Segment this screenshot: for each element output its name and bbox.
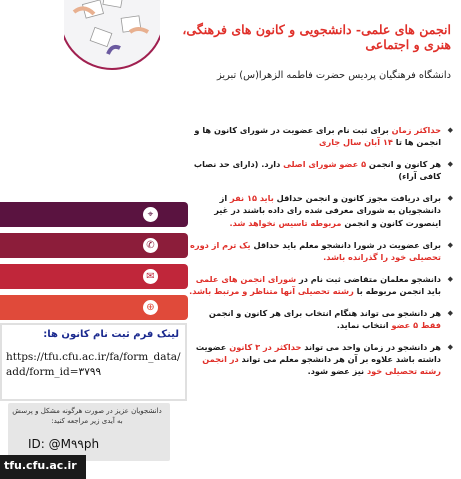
- list-item: ◆ دانشجو معلمان متقاضی ثبت نام در شورای انجمن های علمی باید انجمن مربوطه با رشته تحصیلی آنها متناظر و مرتبط باشد.: [188, 273, 453, 298]
- registration-box: [0, 323, 187, 401]
- list-item: ◆ هر کانون و انجمن ۵ عضو شورای اصلی دارد. (دارای حد نصاب کافی آراء): [188, 158, 453, 183]
- registration-title: لینک فرم ثبت نام کانون ها:: [43, 329, 179, 340]
- footer-logo-text: tfu.cfu.ac.ir: [4, 459, 77, 472]
- contact-bar-phone[interactable]: [0, 233, 188, 258]
- list-item: ◆ برای عضویت در شورا دانشجو معلم باید حداقل یک ترم از دوره تحصیلی خود را گذرانده باشد.: [188, 239, 453, 264]
- mail-icon: ✉: [143, 269, 158, 284]
- registration-link[interactable]: https://tfu.cfu.ac.ir/fa/form_data/add/form_id=۳۷۹۹: [6, 351, 181, 378]
- globe-icon: ⊕: [143, 300, 158, 315]
- contact-bar-globe[interactable]: [0, 295, 188, 320]
- phone-icon: ✆: [143, 238, 158, 253]
- contact-bar-location[interactable]: [0, 202, 188, 227]
- contact-bar-mail[interactable]: [0, 264, 188, 289]
- location-icon: ⌖: [143, 207, 158, 222]
- help-box: [8, 403, 170, 461]
- list-item: ◆ حداکثر زمان برای ثبت نام برای عضویت در شورای کانون ها و انجمن ها تا ۱۴ آبان سال جاری: [188, 124, 453, 149]
- contact-bars: [0, 202, 188, 326]
- rules-list: [188, 124, 453, 387]
- list-item: ◆ هر دانشجو می تواند هنگام انتخاب برای هر کانون و انجمن فقط ۵ عضو انتخاب نماید.: [188, 307, 453, 332]
- page-subtitle: دانشگاه فرهنگیان پردیس حضرت فاطمه الزهرا(س) تبریز: [216, 70, 451, 81]
- help-contact-id[interactable]: ID: @M۹۹ph: [28, 437, 100, 451]
- voting-illustration: [64, 0, 160, 72]
- list-item: ◆ هر دانشجو در زمان واحد می تواند حداکثر در ۳ کانون عضویت داشته باشد علاوه بر آن هر دانشجو معلم می تواند در انجمن رشته تحصیلی خود نیز عضو شود.: [188, 341, 453, 378]
- footer-logo: [0, 455, 86, 479]
- page-title: انجمن های علمی- دانشجویی و کانون های فرهنگی، هنری و اجتماعی: [182, 22, 451, 52]
- list-item: ◆ برای دریافت مجوز کانون و انجمن حداقل باید ۱۵ نفر از دانشجویان به شورای معرفی شده رای داده باشند در غیر اینصورت کانون و انجمن مربوطه تاسیس نخواهد شد.: [188, 192, 453, 229]
- help-text: دانشجویان عزیز در صورت هرگونه مشکل و پرسش به آیدی زیر مراجعه کنید:: [12, 407, 162, 425]
